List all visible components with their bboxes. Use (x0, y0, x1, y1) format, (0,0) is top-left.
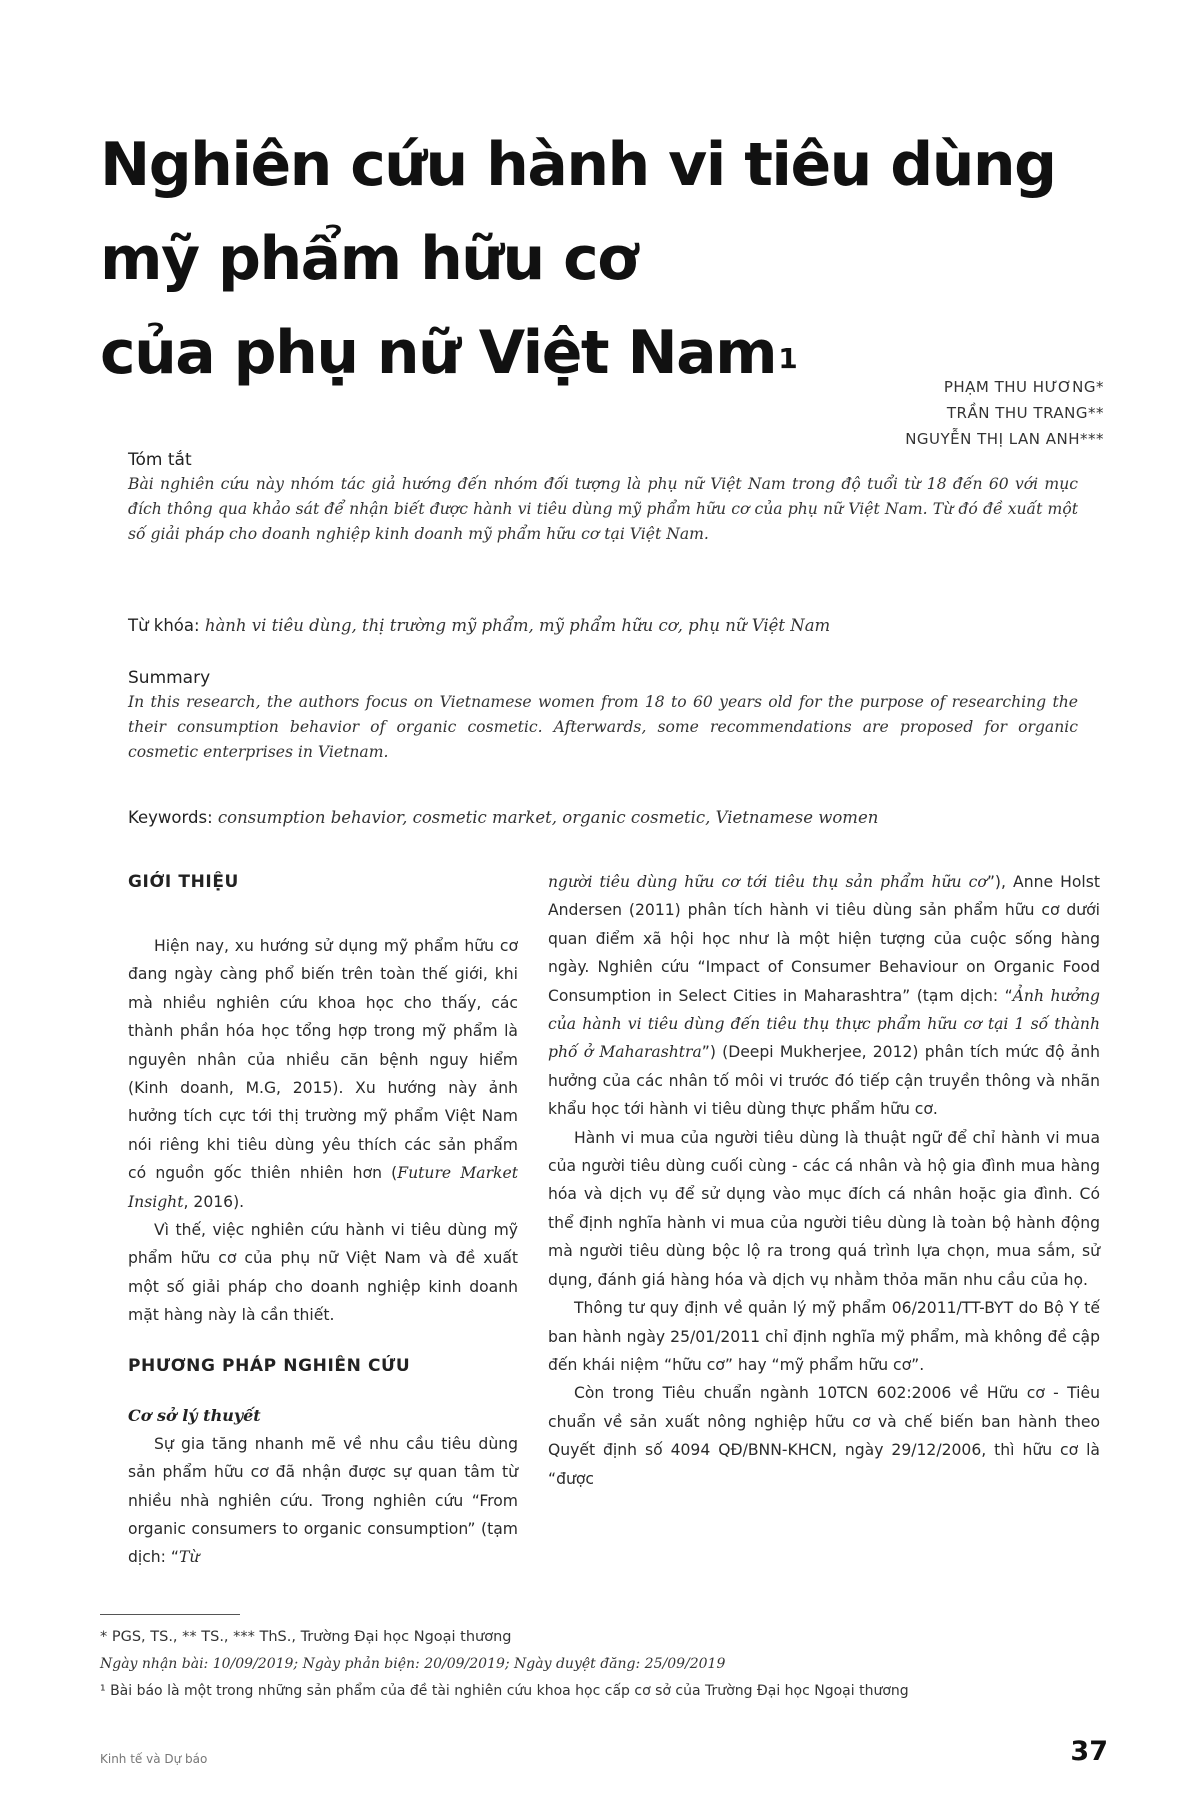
title-footnote-mark: 1 (778, 342, 797, 375)
keywords-en-text: consumption behavior, cosmetic market, organic cosmetic, Vietnamese women (217, 808, 879, 827)
title-line-3-text: của phụ nữ Việt Nam (100, 318, 777, 388)
section-heading-intro: GIỚI THIỆU (128, 872, 239, 892)
abstract-en-heading: Summary (128, 668, 211, 688)
footnote-affiliation: * PGS, TS., ** TS., *** ThS., Trường Đại học Ngoại thương (100, 1629, 512, 1645)
intro-paragraph-1: Hiện nay, xu hướng sử dụng mỹ phẩm hữu cơ đang ngày càng phổ biến trên toàn thế giới, khi mà nhiều nghiên cứu khoa học cho thấy, các thành phần hóa học tổng hợp trong mỹ phẩm là nguyên nhân của nhiều căn bệnh nguy hiểm (Kinh doanh, M.G, 2015). Xu hướng này ảnh hưởng tích cực tới thị trường mỹ phẩm Việt Nam nói riêng khi tiêu dùng yêu thích các sản phẩm có nguồn gốc thiên nhiên hơn (Future Market Insight, 2016). (128, 937, 518, 1211)
page-number: 37 (1070, 1736, 1108, 1767)
footnotes (100, 1624, 1100, 1705)
right-paragraph-2: Hành vi mua của người tiêu dùng là thuật ngữ để chỉ hành vi mua của người tiêu dùng cuối cùng - các cá nhân và hộ gia đình mua hàng hóa và dịch vụ để sử dụng vào mục đích cá nhân hoặc gia đình. Có thể định nghĩa hành vi mua của người tiêu dùng là toàn bộ hành động mà người tiêu dùng bộc lộ ra trong quá trình lựa chọn, mua sắm, sử dụng, đánh giá hàng hóa và dịch vụ nhằm thỏa mãn nhu cầu của họ. (548, 1128, 1100, 1289)
journal-folio: Kinh tế và Dự báo (100, 1752, 208, 1766)
intro-paragraph-2: Vì thế, việc nghiên cứu hành vi tiêu dùng mỹ phẩm hữu cơ của phụ nữ Việt Nam và đề xuất một số giải pháp cho doanh nghiệp kinh doanh mặt hàng này là cần thiết. (128, 1221, 518, 1325)
right-paragraph-4: Còn trong Tiêu chuẩn ngành 10TCN 602:2006 về Hữu cơ - Tiêu chuẩn về sản xuất nông nghiệp hữu cơ và chế biến ban hành theo Quyết định số 4094 QĐ/BNN-KHCN, ngày 29/12/2006, thì hữu cơ là “được (548, 1384, 1100, 1488)
author-3: NGUYỄN THỊ LAN ANH*** (905, 430, 1104, 448)
theory-paragraph-1: Sự gia tăng nhanh mẽ về nhu cầu tiêu dùng sản phẩm hữu cơ đã nhận được sự quan tâm từ nhiều nhà nghiên cứu. Trong nghiên cứu “From organic consumers to organic consumption” (tạm dịch: “Từ (128, 1434, 518, 1567)
keywords-vietnamese (128, 614, 1078, 638)
author-1: PHẠM THU HƯƠNG* (943, 378, 1104, 396)
right-paragraph-1: người tiêu dùng hữu cơ tới tiêu thụ sản phẩm hữu cơ”), Anne Holst Andersen (2011) phân tích hành vi tiêu dùng sản phẩm hữu cơ dưới quan điểm xã hội học như là một hiện tượng của cuộc sống hàng ngày. Nghiên cứu “Impact of Consumer Behaviour on Organic Food Consumption in Select Cities in Maharashtra” (tạm dịch: “Ảnh hưởng của hành vi tiêu dùng đến tiêu thụ thực phẩm hữu cơ tại 1 số thành phố ở Maharashtra”) (Deepi Mukherjee, 2012) phân tích mức độ ảnh hưởng của các nhân tố môi vi trước đó tiếp cận truyền thông và nhãn khẩu học tới hành vi tiêu dùng thực phẩm hữu cơ. (548, 873, 1100, 1119)
abstract-vi-heading: Tóm tắt (128, 450, 192, 470)
right-paragraph-3: Thông tư quy định về quản lý mỹ phẩm 06/2011/TT-BYT do Bộ Y tế ban hành ngày 25/01/2011 chỉ định nghĩa mỹ phẩm, mà không đề cập đến khái niệm “hữu cơ” hay “mỹ phẩm hữu cơ”. (548, 1299, 1100, 1374)
right-column (548, 868, 1100, 1493)
abstract-en-body: In this research, the authors focus on Vietnamese women from 18 to 60 years old for the purpose of researching the their consumption behavior of organic cosmetic. Afterwards, some recommendations are proposed for organic cosmetic enterprises in Vietnam. (128, 693, 1078, 761)
article-title (100, 118, 1110, 400)
footnote-funding: ¹ Bài báo là một trong những sản phẩm của đề tài nghiên cứu khoa học cấp cơ sở của Trường Đại học Ngoại thương (100, 1683, 909, 1699)
title-line-1: Nghiên cứu hành vi tiêu dùng (100, 130, 1056, 200)
title-line-2: mỹ phẩm hữu cơ (100, 224, 637, 294)
abstract-vietnamese (128, 448, 1078, 547)
keywords-vi-label: Từ khóa: (128, 616, 200, 635)
abstract-english (128, 666, 1078, 765)
keywords-vi-text: hành vi tiêu dùng, thị trường mỹ phẩm, mỹ phẩm hữu cơ, phụ nữ Việt Nam (204, 616, 831, 635)
left-column (128, 868, 518, 1572)
subsection-heading-theory: Cơ sở lý thuyết (128, 1405, 261, 1425)
footnote-rule (100, 1614, 240, 1615)
abstract-vi-body: Bài nghiên cứu này nhóm tác giả hướng đến nhóm đối tượng là phụ nữ Việt Nam trong độ tuổi từ 18 đến 60 với mục đích thông qua khảo sát để nhận biết được hành vi tiêu dùng mỹ phẩm hữu cơ của phụ nữ Việt Nam. Từ đó đề xuất một số giải pháp cho doanh nghiệp kinh doanh mỹ phẩm hữu cơ tại Việt Nam. (128, 475, 1078, 543)
author-2: TRẦN THU TRANG** (946, 404, 1104, 422)
keywords-en-label: Keywords: (128, 808, 213, 827)
section-heading-method: PHƯƠNG PHÁP NGHIÊN CỨU (128, 1355, 411, 1376)
footnote-dates: Ngày nhận bài: 10/09/2019; Ngày phản biện: 20/09/2019; Ngày duyệt đăng: 25/09/2019 (100, 1656, 726, 1672)
keywords-english (128, 806, 1078, 830)
author-list (905, 374, 1104, 452)
